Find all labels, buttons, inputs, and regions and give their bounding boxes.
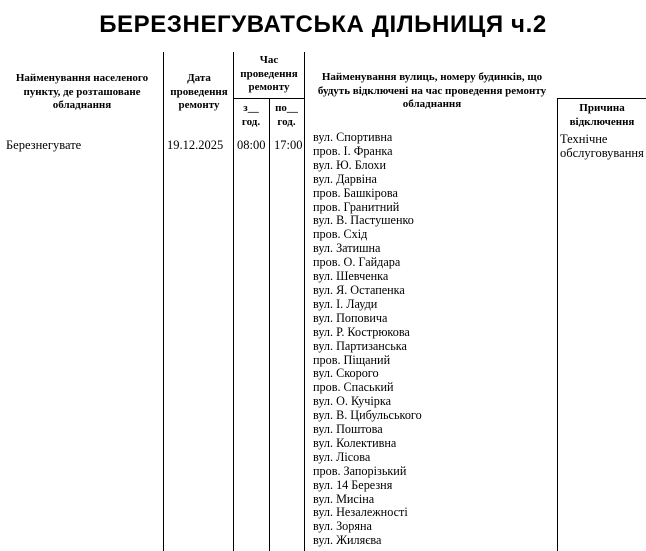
- street-item: вул. Шевченка: [313, 269, 389, 284]
- street-item: вул. Мисіна: [313, 491, 375, 506]
- reason-cell: Технічне обслуговування: [560, 132, 644, 160]
- street-item: пров. І. Франка: [313, 143, 393, 158]
- street-item: вул. Колективна: [313, 435, 397, 450]
- street-item: вул. Скорого: [313, 366, 379, 381]
- date-cell: 19.12.2025: [167, 138, 224, 152]
- street-item: вул. І. Лауди: [313, 296, 378, 311]
- street-item: пров. Башкірова: [313, 185, 398, 200]
- street-item: вул. Р. Кострюкова: [313, 324, 410, 339]
- street-item: пров. Гранитний: [313, 199, 400, 214]
- header-streets: Найменування вулиць, номеру будинків, що будуть відключені на час проведення ремонту обладнання: [317, 71, 547, 110]
- street-item: вул. Лісова: [313, 449, 371, 464]
- street-item: вул. Жиляєва: [313, 533, 382, 548]
- time-from-cell: 08:00: [237, 138, 266, 152]
- street-item: вул. Затишна: [313, 241, 381, 256]
- page-title: БЕРЕЗНЕГУВАТСЬКА ДІЛЬНИЦЯ ч.2: [99, 11, 547, 38]
- header-reason: Причина відключення: [569, 102, 635, 128]
- street-item: пров. Запорізький: [313, 463, 407, 478]
- street-item: вул. Дарвіна: [313, 171, 377, 186]
- streets-list: [313, 131, 422, 548]
- street-item: пров. Схід: [313, 227, 368, 242]
- header-date: Дата проведення ремонту: [170, 72, 228, 111]
- street-item: вул. Поповича: [313, 310, 388, 325]
- header-time-from: з__ год.: [241, 102, 261, 128]
- row-divider: [233, 98, 305, 99]
- outage-table: [0, 48, 646, 551]
- street-item: пров. Піщаний: [313, 352, 391, 367]
- street-item: вул. Поштова: [313, 422, 383, 437]
- time-to-cell: 17:00: [274, 138, 303, 152]
- street-item: вул. 14 Березня: [313, 477, 393, 492]
- street-item: вул. В. Пастушенко: [313, 213, 414, 228]
- street-item: вул. Спортивна: [313, 130, 393, 144]
- column-divider: [304, 52, 305, 551]
- settlement-cell: Березнегувате: [6, 138, 82, 152]
- street-item: вул. В. Цибульського: [313, 408, 422, 423]
- street-item: вул. Зоряна: [313, 519, 372, 534]
- row-divider: [557, 98, 646, 99]
- header-settlement: Найменування населеного пункту, де розташоване обладнання: [15, 72, 149, 111]
- header-time: Час проведення ремонту: [240, 54, 298, 93]
- header-time-to: по__ год.: [275, 102, 298, 128]
- column-divider: [233, 52, 234, 551]
- street-item: вул. Партизанська: [313, 338, 407, 353]
- column-divider: [557, 98, 558, 551]
- column-divider: [269, 98, 270, 551]
- street-item: вул. Незалежності: [313, 505, 408, 520]
- column-divider: [163, 52, 164, 551]
- street-item: пров. О. Гайдара: [313, 255, 401, 270]
- street-item: вул. Ю. Блохи: [313, 157, 387, 172]
- street-item: пров. Спаський: [313, 380, 394, 395]
- street-item: вул. О. Кучірка: [313, 394, 392, 409]
- street-item: вул. Я. Остапенка: [313, 282, 405, 297]
